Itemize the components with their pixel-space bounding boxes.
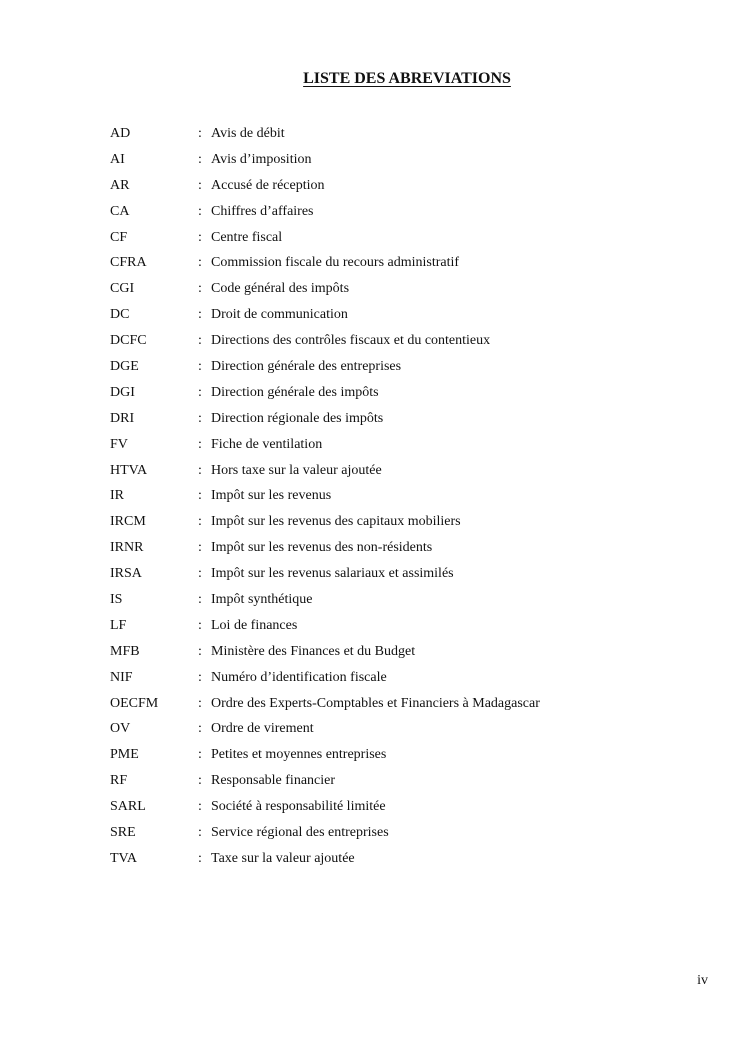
abbreviation-row xyxy=(110,435,540,461)
abbreviation-meaning: Chiffres d’affaires xyxy=(211,203,314,219)
abbreviation-list xyxy=(110,124,540,875)
abbreviation-meaning: Loi de finances xyxy=(211,617,298,633)
abbreviation-separator: : xyxy=(198,436,202,452)
abbreviation-row xyxy=(110,383,540,409)
abbreviation-row xyxy=(110,512,540,538)
abbreviation-separator: : xyxy=(198,410,202,426)
abbreviation-row xyxy=(110,823,540,849)
abbreviation-separator: : xyxy=(198,359,202,375)
abbreviation-separator: : xyxy=(198,825,202,841)
abbreviation-separator: : xyxy=(198,514,202,530)
abbreviation-separator: : xyxy=(198,488,202,504)
abbreviation-code: CGI xyxy=(110,281,135,297)
abbreviation-separator: : xyxy=(198,669,202,685)
abbreviation-code: TVA xyxy=(110,850,137,866)
abbreviation-meaning: Accusé de réception xyxy=(211,177,325,193)
abbreviation-meaning: Impôt sur les revenus xyxy=(211,488,332,504)
abbreviation-code: HTVA xyxy=(110,462,148,478)
abbreviation-separator: : xyxy=(198,126,202,141)
abbreviation-separator: : xyxy=(198,643,202,659)
abbreviation-code: PME xyxy=(110,747,139,763)
abbreviation-meaning: Numéro d’identification fiscale xyxy=(211,669,387,685)
abbreviation-code: LF xyxy=(110,617,127,633)
abbreviation-code: AI xyxy=(110,151,125,167)
abbreviation-code: OECFM xyxy=(110,695,159,711)
abbreviation-row xyxy=(110,694,540,720)
abbreviation-separator: : xyxy=(198,177,202,193)
abbreviation-separator: : xyxy=(198,333,202,349)
abbreviation-meaning: Taxe sur la valeur ajoutée xyxy=(211,850,355,866)
abbreviation-row xyxy=(110,590,540,616)
abbreviation-row xyxy=(110,538,540,564)
abbreviation-separator: : xyxy=(198,773,202,789)
abbreviation-meaning: Code général des impôts xyxy=(211,281,350,297)
abbreviation-row xyxy=(110,228,540,254)
abbreviation-separator: : xyxy=(198,462,202,478)
abbreviation-meaning: Direction régionale des impôts xyxy=(211,410,384,426)
abbreviation-code: IRSA xyxy=(110,566,142,582)
page-number: iv xyxy=(697,973,708,988)
abbreviation-meaning: Ministère des Finances et du Budget xyxy=(211,643,416,659)
abbreviation-row xyxy=(110,486,540,512)
abbreviation-row xyxy=(110,849,540,875)
abbreviation-code: AR xyxy=(110,177,130,193)
abbreviation-meaning: Société à responsabilité limitée xyxy=(211,799,386,815)
abbreviation-meaning: Direction générale des entreprises xyxy=(211,359,402,375)
abbreviation-code: MFB xyxy=(110,643,140,659)
abbreviation-meaning: Ordre de virement xyxy=(211,721,314,737)
abbreviation-row xyxy=(110,461,540,487)
abbreviation-meaning: Hors taxe sur la valeur ajoutée xyxy=(211,462,382,478)
abbreviation-code: AD xyxy=(110,126,131,141)
abbreviation-code: RF xyxy=(110,773,128,789)
abbreviation-code: CA xyxy=(110,203,130,219)
abbreviation-row xyxy=(110,150,540,176)
abbreviation-separator: : xyxy=(198,566,202,582)
abbreviation-separator: : xyxy=(198,255,202,271)
abbreviation-meaning: Avis de débit xyxy=(211,126,285,141)
abbreviation-code: IRCM xyxy=(110,514,146,530)
abbreviation-row xyxy=(110,409,540,435)
abbreviation-row xyxy=(110,253,540,279)
abbreviation-row xyxy=(110,124,540,150)
abbreviation-code: DGE xyxy=(110,359,139,375)
abbreviation-code: DGI xyxy=(110,384,135,400)
abbreviation-meaning: Service régional des entreprises xyxy=(211,825,389,841)
abbreviation-meaning: Petites et moyennes entreprises xyxy=(211,747,387,763)
abbreviation-code: IS xyxy=(110,592,123,608)
abbreviation-separator: : xyxy=(198,617,202,633)
abbreviation-meaning: Commission fiscale du recours administratif xyxy=(211,255,460,271)
abbreviation-meaning: Direction générale des impôts xyxy=(211,384,379,400)
abbreviation-code: FV xyxy=(110,436,128,452)
abbreviation-code: DC xyxy=(110,307,130,323)
abbreviation-row xyxy=(110,564,540,590)
abbreviation-code: IR xyxy=(110,488,124,504)
abbreviation-code: IRNR xyxy=(110,540,144,556)
abbreviation-separator: : xyxy=(198,384,202,400)
abbreviation-separator: : xyxy=(198,747,202,763)
abbreviation-meaning: Avis d’imposition xyxy=(211,151,312,167)
abbreviation-separator: : xyxy=(198,721,202,737)
abbreviation-row xyxy=(110,331,540,357)
abbreviation-row xyxy=(110,616,540,642)
abbreviation-separator: : xyxy=(198,540,202,556)
abbreviation-row xyxy=(110,176,540,202)
abbreviation-separator: : xyxy=(198,592,202,608)
abbreviation-separator: : xyxy=(198,799,202,815)
abbreviation-row xyxy=(110,771,540,797)
abbreviation-meaning: Impôt sur les revenus des capitaux mobiliers xyxy=(211,514,461,530)
abbreviation-code: CF xyxy=(110,229,128,245)
abbreviation-meaning: Centre fiscal xyxy=(211,229,283,245)
abbreviation-row xyxy=(110,305,540,331)
abbreviation-code: DRI xyxy=(110,410,135,426)
abbreviation-row xyxy=(110,668,540,694)
abbreviation-row xyxy=(110,642,540,668)
abbreviation-row xyxy=(110,745,540,771)
abbreviation-code: NIF xyxy=(110,669,133,685)
abbreviation-meaning: Droit de communication xyxy=(211,307,348,323)
abbreviation-separator: : xyxy=(198,281,202,297)
abbreviation-code: SARL xyxy=(110,799,146,815)
abbreviation-meaning: Impôt sur les revenus salariaux et assimilés xyxy=(211,566,454,582)
abbreviation-separator: : xyxy=(198,307,202,323)
abbreviation-code: OV xyxy=(110,721,131,737)
abbreviation-meaning: Directions des contrôles fiscaux et du contentieux xyxy=(211,333,491,349)
abbreviation-meaning: Responsable financier xyxy=(211,773,336,789)
abbreviation-code: SRE xyxy=(110,825,136,841)
abbreviation-meaning: Ordre des Experts-Comptables et Financiers à Madagascar xyxy=(211,695,540,711)
abbreviation-row xyxy=(110,719,540,745)
abbreviation-row xyxy=(110,202,540,228)
abbreviation-row xyxy=(110,279,540,305)
abbreviation-meaning: Impôt sur les revenus des non-résidents xyxy=(211,540,433,556)
abbreviation-separator: : xyxy=(198,695,202,711)
abbreviation-separator: : xyxy=(198,151,202,167)
abbreviation-separator: : xyxy=(198,850,202,866)
abbreviation-code: DCFC xyxy=(110,333,147,349)
page-title: LISTE DES ABREVIATIONS xyxy=(303,70,511,87)
abbreviation-meaning: Fiche de ventilation xyxy=(211,436,323,452)
abbreviation-row xyxy=(110,797,540,823)
abbreviation-code: CFRA xyxy=(110,255,147,271)
abbreviation-row xyxy=(110,357,540,383)
abbreviation-meaning: Impôt synthétique xyxy=(211,592,313,608)
abbreviation-separator: : xyxy=(198,229,202,245)
abbreviation-separator: : xyxy=(198,203,202,219)
